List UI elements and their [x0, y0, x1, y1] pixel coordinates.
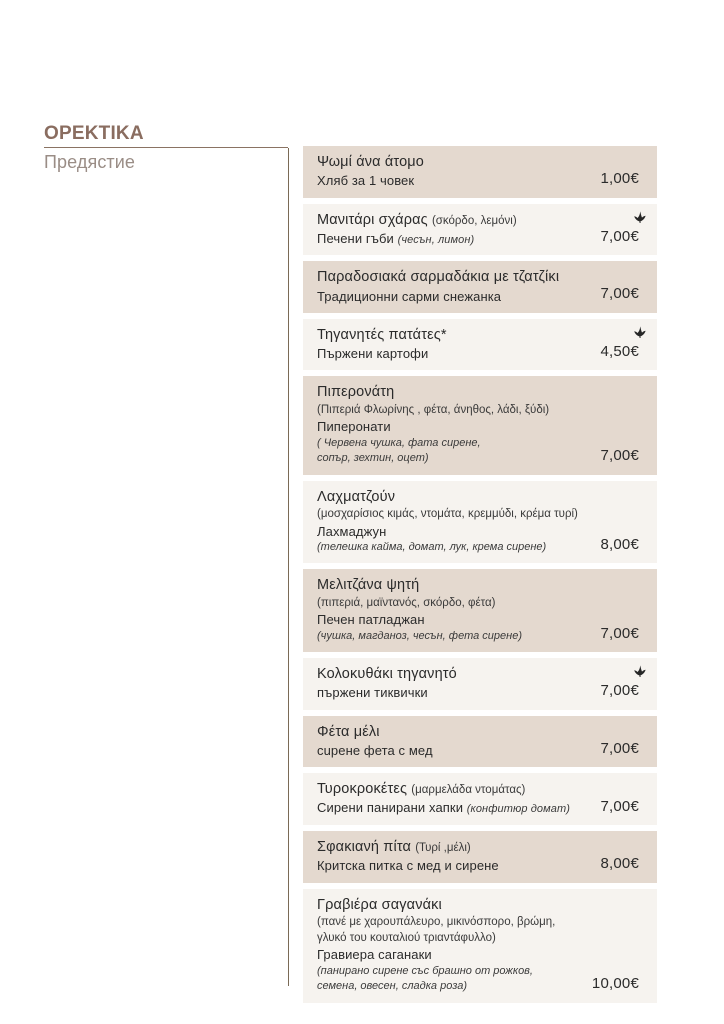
menu-item-row[interactable]: [303, 204, 657, 256]
item-description-greek: (πανέ με χαρουπάλευρο, μικινόσπορο, βρώμη, γλυκό του κουταλιού τριαντάφυλλο): [317, 915, 556, 944]
item-name-bulgarian: Хляб за 1 човек: [317, 173, 415, 189]
item-price: 7,00€: [600, 624, 639, 642]
item-description-greek: (Πιπεριά Φλωρίνης , φέτα, άνηθος, λάδι, ξύδι): [317, 403, 550, 416]
menu-item-text: [317, 326, 594, 363]
menu-item-row[interactable]: [303, 481, 657, 564]
item-name-greek: Λαχματζούν: [317, 488, 396, 505]
item-description-bulgarian: (телешка кайма, домат, лук, крема сирене): [317, 541, 547, 554]
item-name-bulgarian: Сирени панирани хапки (конфитюр домат): [317, 800, 571, 816]
menu-item-row[interactable]: [303, 658, 657, 710]
item-name-bulgarian: пържени тиквички: [317, 685, 428, 701]
item-name-greek: Μανιτάρι σχάρας (σκόρδο, λεμόνι): [317, 211, 517, 228]
menu-item-text: [317, 488, 594, 556]
page-title: ΟΡΕΚΤΙΚΑ: [44, 124, 288, 148]
item-name-greek-note: (σκόρδο, λεμόνι): [431, 214, 517, 227]
section-heading: [44, 124, 288, 174]
menu-item-text: [317, 268, 594, 305]
menu-item-text: [317, 896, 586, 995]
item-price: 8,00€: [600, 855, 639, 873]
menu-item-row[interactable]: [303, 773, 657, 825]
item-description-greek: (πιπεριά, μαϊντανός, σκόρδο, φέτα): [317, 596, 496, 609]
item-name-greek: Φέτα μέλι: [317, 723, 380, 740]
leaf-icon: [633, 210, 647, 224]
item-name-greek: Μελιτζάνα ψητή: [317, 577, 420, 594]
item-description-bulgarian: ( Червена чушка, фата сирене, coпър, зехтин, оцет): [317, 436, 481, 465]
menu-list: [303, 146, 657, 1003]
item-name-greek: Τυροκροκέτες (μαρμελάδα ντομάτας): [317, 781, 526, 798]
item-name-bulgarian: Пържени картофи: [317, 346, 429, 362]
item-price: 7,00€: [600, 227, 639, 245]
item-name-bulgarian: Печен патладжан: [317, 612, 425, 628]
item-name-bulgarian: Печени гъби (чесън, лимон): [317, 230, 475, 246]
menu-item-row[interactable]: [303, 261, 657, 313]
item-price: 1,00€: [600, 170, 639, 188]
item-name-greek: Ψωμί άνα άτομο: [317, 154, 425, 170]
item-price: 8,00€: [600, 535, 639, 553]
column-divider: [288, 148, 289, 986]
item-name-bulgarian: Критска питка с мед и сирене: [317, 858, 499, 874]
item-name-greek: Τηγανητές πατάτες*: [317, 326, 447, 343]
item-name-bulgarian: Пиперонати: [317, 419, 391, 435]
item-price: 4,50€: [600, 342, 639, 360]
menu-item-text: [317, 665, 594, 702]
leaf-icon: [633, 325, 647, 339]
item-name-bulgarian: Лахмаджун: [317, 523, 387, 539]
leaf-icon: [633, 664, 647, 678]
menu-item-text: [317, 838, 594, 875]
menu-item-row[interactable]: [303, 376, 657, 474]
item-price: 7,00€: [600, 739, 639, 757]
menu-item-text: [317, 723, 594, 760]
menu-item-row[interactable]: [303, 569, 657, 652]
item-name-greek: Σφακιανή πίτα (Τυρί ,μέλι): [317, 839, 471, 856]
menu-item-row[interactable]: [303, 146, 657, 198]
item-name-bulgarian: cupeне фета с мед: [317, 742, 433, 758]
item-price: 10,00€: [591, 975, 639, 993]
item-name-greek-note: (μαρμελάδα ντομάτας): [411, 784, 526, 797]
item-name-bulgarian: Традиционни сарми снежанка: [317, 288, 502, 304]
item-description-bulgarian: (чушка, магданоз, чесън, фета сирене): [317, 629, 522, 642]
item-price: 7,00€: [600, 285, 639, 303]
item-price: 7,00€: [600, 682, 639, 700]
item-price: 7,00€: [600, 447, 639, 465]
item-name-greek: Γραβιέρα σαγανάκι: [317, 896, 442, 913]
item-name-bulgarian-note: (конфитюр домат): [466, 803, 571, 816]
item-name-greek: Παραδοσιακά σαρμαδάκια με τζατζίκι: [317, 269, 560, 286]
menu-item-row[interactable]: [303, 889, 657, 1003]
page-subtitle: Предястие: [44, 151, 136, 172]
item-name-greek: Πιπερονάτη: [317, 384, 395, 401]
item-name-bulgarian: Гравиера саганаки: [317, 947, 432, 963]
item-price: 7,00€: [600, 797, 639, 815]
menu-item-row[interactable]: [303, 716, 657, 768]
menu-item-row[interactable]: [303, 319, 657, 371]
item-description-bulgarian: (панирано сирене със брашно от рожков, семена, овесен, сладка роза): [317, 964, 533, 993]
item-description-greek: (μοσχαρίσιος κιμάς, ντομάτα, κρεμμύδι, κρέμα τυρί): [317, 507, 578, 520]
menu-item-text: [317, 383, 594, 466]
menu-item-text: [317, 153, 594, 190]
item-name-greek: Κολοκυθάκι τηγανητό: [317, 666, 457, 683]
menu-item-text: [317, 576, 594, 644]
item-name-greek-note: (Τυρί ,μέλι): [415, 842, 471, 855]
menu-item-text: [317, 211, 594, 248]
menu-item-row[interactable]: [303, 831, 657, 883]
menu-item-text: [317, 780, 594, 817]
item-name-bulgarian-note: (чесън, лимон): [397, 233, 475, 246]
